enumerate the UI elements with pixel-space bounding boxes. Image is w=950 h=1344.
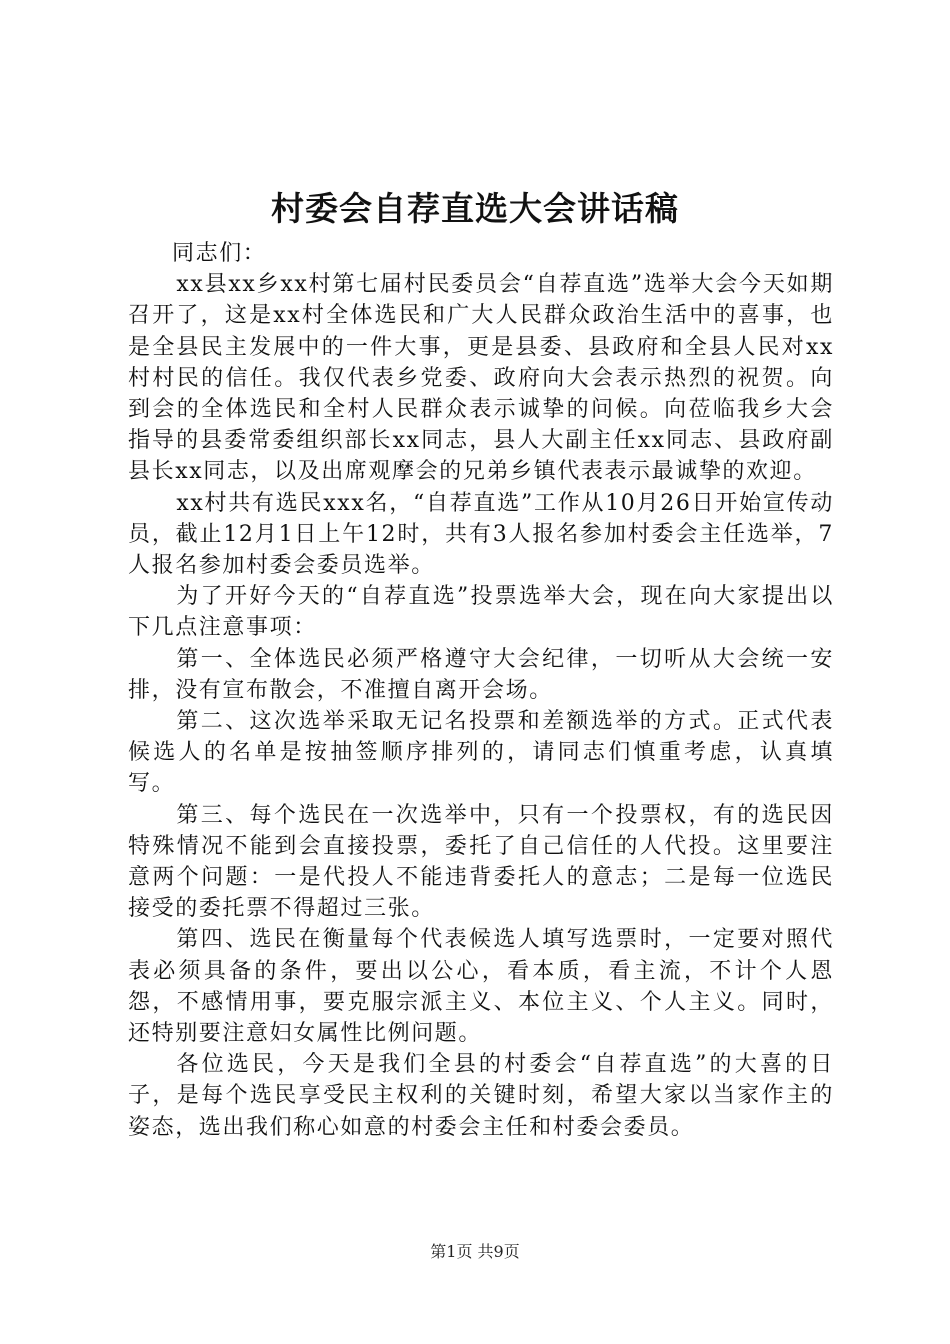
page-footer: 第1页 共9页: [430, 1242, 520, 1261]
paragraph-notice-intro: 为了开好今天的“自荐直选”投票选举大会，现在向大家提出以下几点注意事项：: [128, 584, 834, 641]
paragraph-item-third: 第三、每个选民在一次选举中，只有一个投票权，有的选民因特殊情况不能到会直接投票，委托了自己信任的人代投。这里要注意两个问题：一是代投人不能违背委托人的意志；二是每一位选民接受的委托票不得超过三张。: [128, 802, 834, 922]
paragraph-opening: xx县xx乡xx村第七届村民委员会“自荐直选”选举大会今天如期召开了，这是xx村全体选民和广大人民群众政治生活中的喜事，也是全县民主发展中的一件大事，更是县委、县政府和全县人民对xx村村民的信任。我仅代表乡党委、政府向大会表示热烈的祝贺。向到会的全体选民和全村人民群众表示诚挚的问候。向莅临我乡大会指导的县委常委组织部长xx同志，县人大副主任xx同志、县政府副县长xx同志，以及出席观摩会的兄弟乡镇代表表示最诚挚的欢迎。: [128, 272, 834, 485]
document-body: [128, 238, 834, 1143]
paragraph-closing: 各位选民，今天是我们全县的村委会“自荐直选”的大喜的日子，是每个选民享受民主权利的关键时刻，希望大家以当家作主的姿态，选出我们称心如意的村委会主任和村委会委员。: [128, 1052, 834, 1140]
paragraph-item-first: 第一、全体选民必须严格遵守大会纪律，一切听从大会统一安排，没有宣布散会，不准擅自离开会场。: [128, 646, 834, 703]
paragraph-item-fourth: 第四、选民在衡量每个代表候选人填写选票时，一定要对照代表必须具备的条件，要出以公心，看本质，看主流，不计个人恩怨，不感情用事，要克服宗派主义、本位主义、个人主义。同时，还特别要注意妇女属性比例问题。: [128, 927, 834, 1047]
paragraph-voter-info: xx村共有选民xxx名，“自荐直选”工作从10月26日开始宣传动员，截止12月1日上午12时，共有3人报名参加村委会主任选举，7人报名参加村委会委员选举。: [128, 490, 834, 579]
paragraph-item-second: 第二、这次选举采取无记名投票和差额选举的方式。正式代表候选人的名单是按抽签顺序排列的，请同志们慎重考虑，认真填写。: [128, 709, 834, 797]
salutation: 同志们：: [172, 241, 267, 266]
document-title: 村委会自荐直选大会讲话稿: [271, 189, 679, 228]
